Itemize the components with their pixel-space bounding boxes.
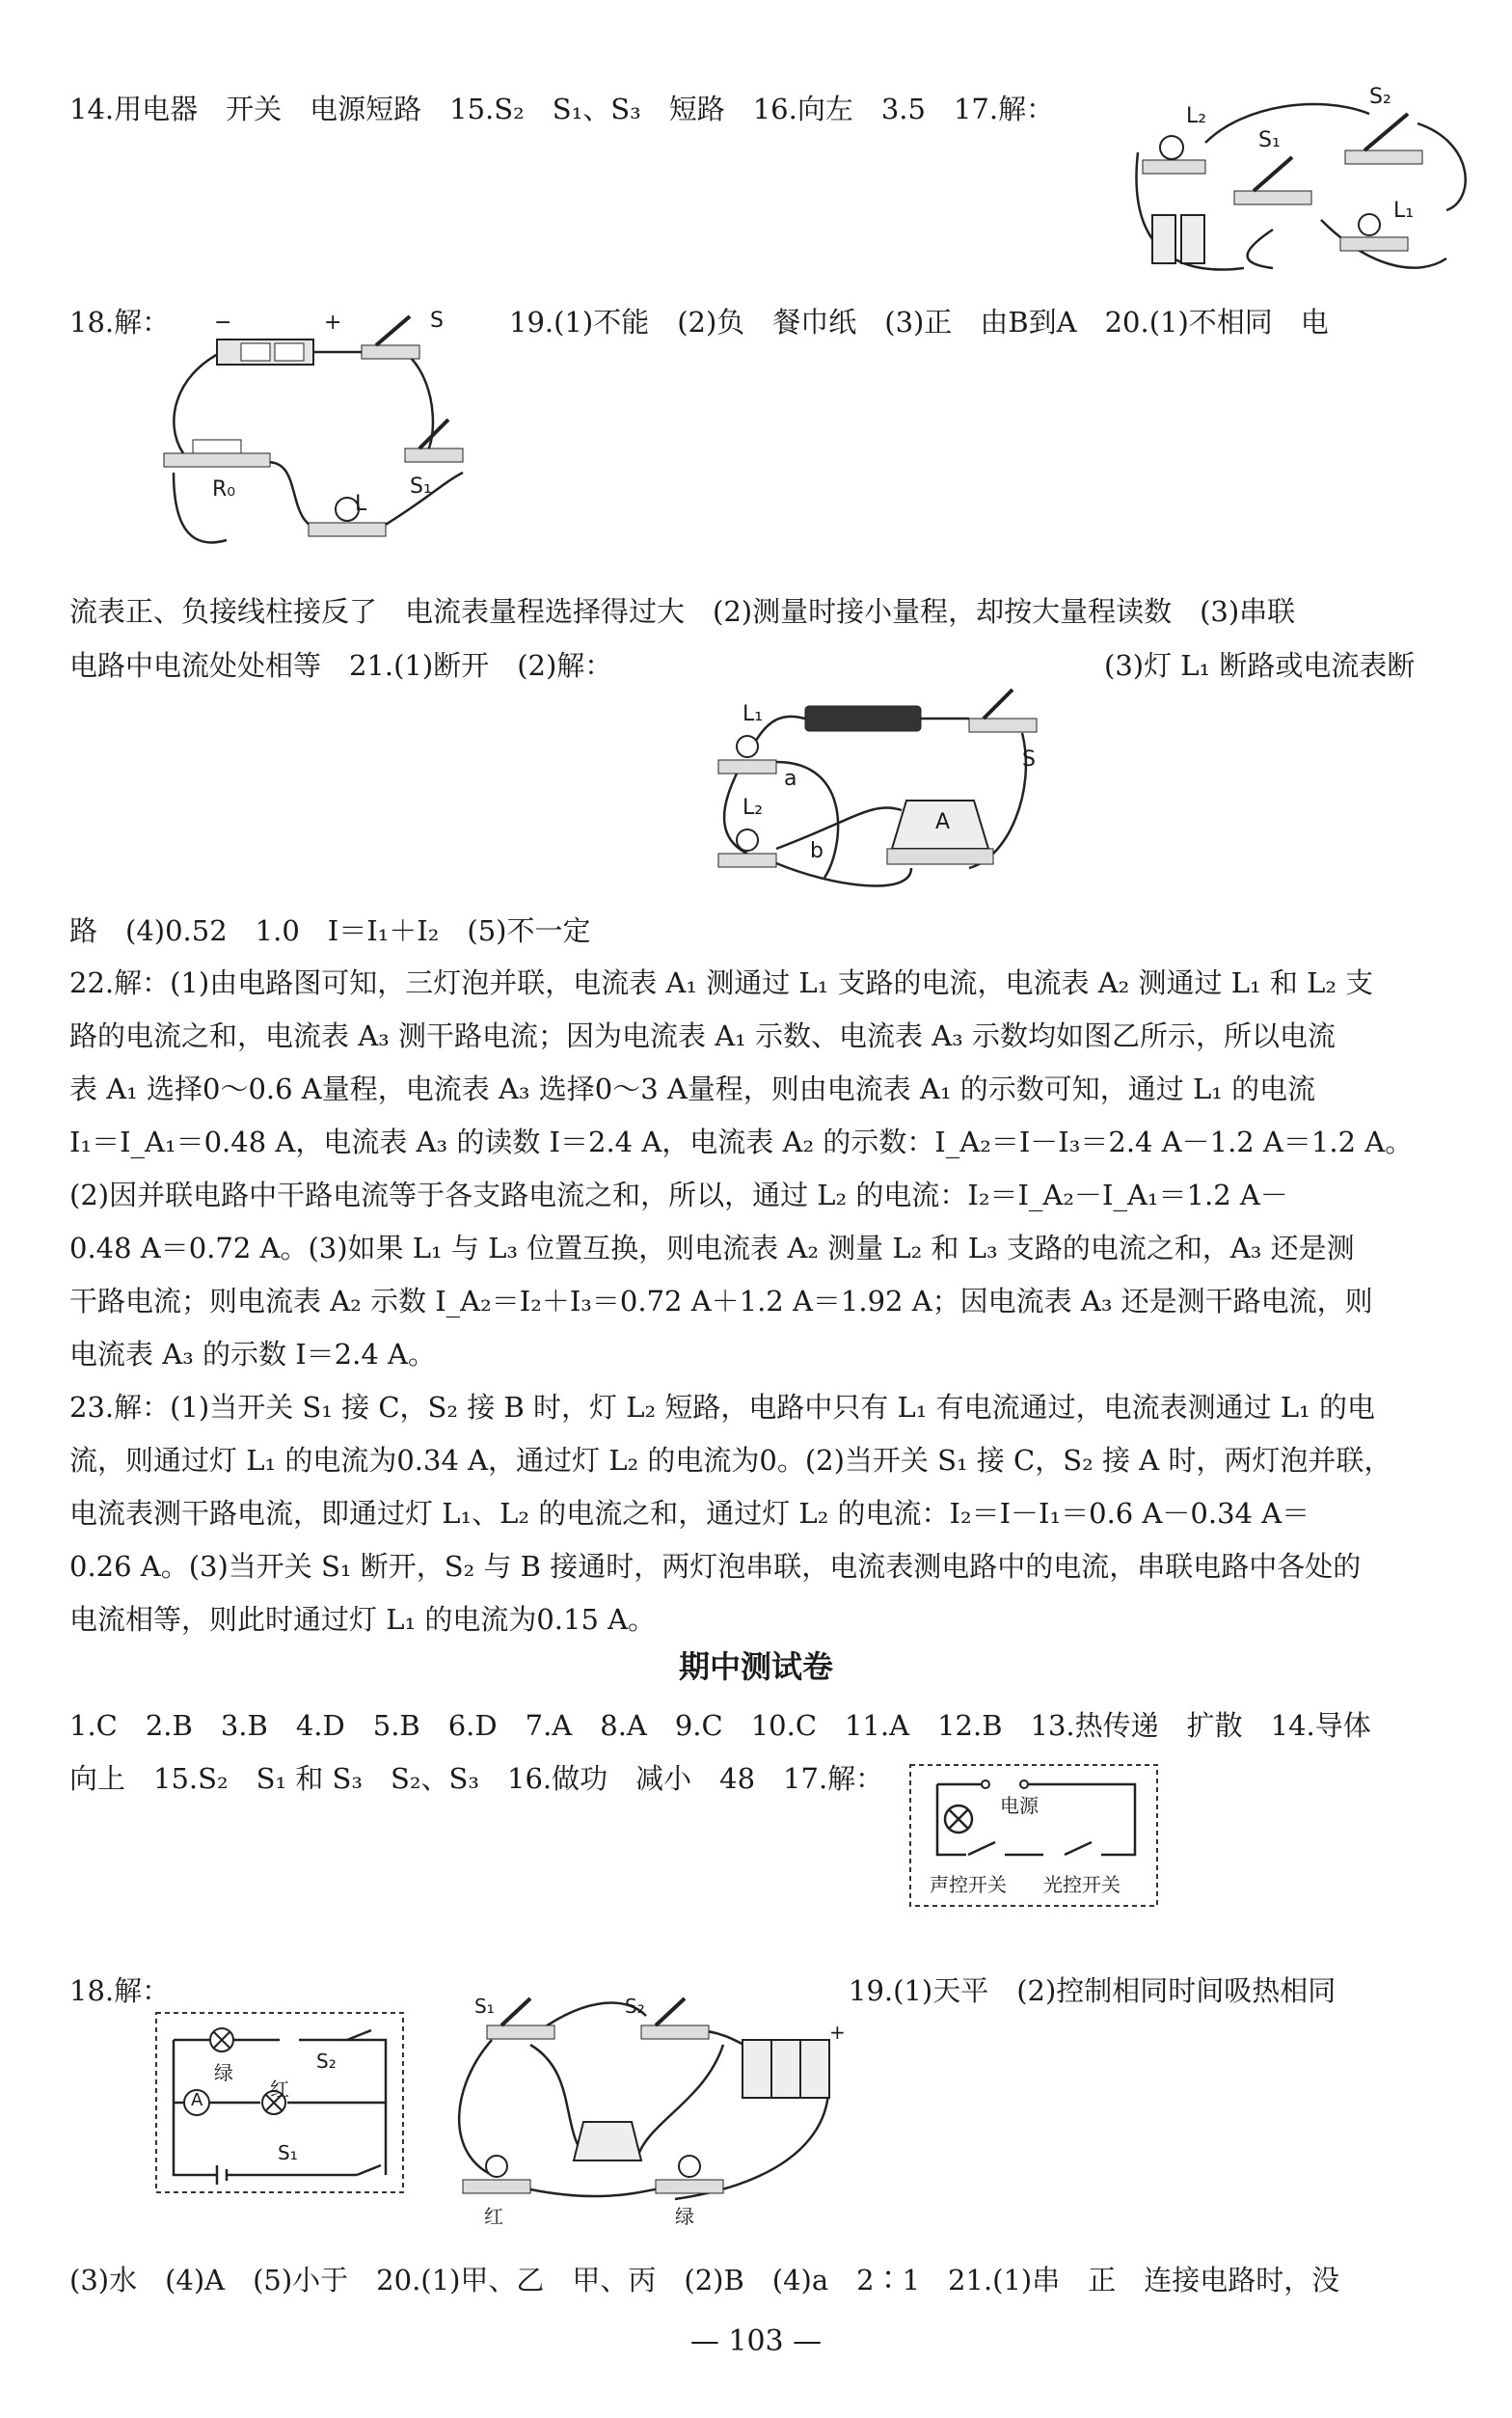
label-minus: − (214, 311, 232, 335)
label-plus: + (829, 2021, 846, 2044)
label-L2: L₂ (1186, 104, 1207, 128)
answer-20-cont: 流表正、负接线柱接反了 电流表量程选择得过大 (2)测量时接小量程，却按大量程读数 (3)串联 (69, 595, 1296, 628)
label-red: 红 (484, 2205, 503, 2228)
page-number: — 103 — (689, 2324, 823, 2358)
answer-22-line7: 干路电流；则电流表 A₂ 示数 I_A₂＝I₂＋I₃＝0.72 A＋1.2 A＝1.92 A；因电流表 A₃ 还是测干路电流，则 (69, 1285, 1373, 1318)
midterm-18-label: 18.解： (69, 1974, 171, 2007)
answer-23-line5: 电流相等，则此时通过灯 L₁ 的电流为0.15 A。 (69, 1603, 657, 1636)
label-S2: S₂ (316, 2050, 337, 2073)
midterm-line2: 向上 15.S₂ S₁ 和 S₃ S₂、S₃ 16.做功 减小 48 17.解： (69, 1762, 884, 1795)
answer-23-line4: 0.26 A。(3)当开关 S₁ 断开，S₂ 与 B 接通时，两灯泡串联，电流表测电路中的电流，串联电路中各处的 (69, 1550, 1362, 1583)
answer-22-line1: 22.解：(1)由电路图可知，三灯泡并联，电流表 A₁ 测通过 L₁ 支路的电流，电流表 A₂ 测通过 L₁ 和 L₂ 支 (69, 966, 1374, 999)
answer-22-line8: 电流表 A₃ 的示数 I＝2.4 A。 (69, 1338, 436, 1371)
label-S1: S₁ (410, 475, 432, 499)
answer-22-line4: I₁＝I_A₁＝0.48 A，电流表 A₃ 的读数 I＝2.4 A，电流表 A₂ 的示数：I_A₂＝I－I₃＝2.4 A－1.2 A＝1.2 A。 (69, 1126, 1414, 1158)
answer-23-line1: 23.解：(1)当开关 S₁ 接 C，S₂ 接 B 时，灯 L₂ 短路，电路中只有 L₁ 有电流通过，电流表测通过 L₁ 的电 (69, 1391, 1375, 1424)
label-L: L (355, 492, 367, 516)
figure-18-circuit (154, 309, 482, 569)
label-green: 绿 (675, 2205, 694, 2228)
label-ammeter: A (191, 2090, 203, 2110)
answer-23-line3: 电流表测干路电流，即通过灯 L₁、L₂ 的电流之和，通过灯 L₂ 的电流：I₂＝I－I₁＝0.6 A－0.34 A＝ (69, 1497, 1310, 1530)
section-title: 期中测试卷 (678, 1648, 833, 1685)
answer-22-line2: 路的电流之和，电流表 A₃ 测干路电流；因为电流表 A₁ 示数、电流表 A₃ 示数均如图乙所示，所以电流 (69, 1019, 1336, 1052)
answer-19-20: 19.(1)不能 (2)负 餐巾纸 (3)正 由B到A 20.(1)不相同 电 (509, 306, 1329, 339)
figure-mid-18-physical (434, 1987, 849, 2238)
figure-21-circuit (680, 675, 1066, 897)
label-S2: S₂ (625, 1995, 645, 2018)
label-S1: S₁ (474, 1995, 495, 2018)
label-L1: L₁ (742, 702, 764, 726)
answer-21: 电路中电流处处相等 21.(1)断开 (2)解： (69, 649, 613, 682)
label-ammeter: A (935, 810, 951, 834)
figure-17-circuit (1128, 85, 1485, 287)
midterm-line-last: (3)水 (4)A (5)小于 20.(1)甲、乙 甲、丙 (2)B (4)a 2∶1 21.(1)串 正 连接电路时，没 (69, 2264, 1340, 2296)
midterm-19: 19.(1)天平 (2)控制相同时间吸热相同 (849, 1974, 1336, 2007)
figure-mid-17-circuit (908, 1763, 1159, 1908)
label-light-switch: 光控开关 (1043, 1873, 1120, 1896)
label-L1: L₁ (1393, 199, 1415, 223)
label-sound-switch: 声控开关 (930, 1873, 1007, 1896)
label-a: a (784, 767, 797, 791)
answer-21-3: (3)灯 L₁ 断路或电流表断 (1104, 649, 1416, 682)
answer-18-label: 18.解： (69, 306, 171, 339)
answer-22-line5: (2)因并联电路中干路电流等于各支路电流之和，所以，通过 L₂ 的电流：I₂＝I_A₂－I_A₁＝1.2 A－ (69, 1179, 1288, 1211)
label-R0: R₀ (212, 477, 236, 502)
midterm-line1: 1.C 2.B 3.B 4.D 5.B 6.D 7.A 8.A 9.C 10.C 11.A 12.B 13.热传递 扩散 14.导体 (69, 1709, 1371, 1742)
answer-23-line2: 流，则通过灯 L₁ 的电流为0.34 A，通过灯 L₂ 的电流为0。(2)当开关 S₁ 接 C，S₂ 接 A 时，两灯泡并联， (69, 1444, 1392, 1477)
label-S: S (430, 309, 444, 333)
label-b: b (810, 839, 824, 863)
label-L2: L₂ (742, 796, 764, 820)
figure-mid-18-schematic (154, 2011, 405, 2194)
label-S1: S₁ (1258, 128, 1281, 152)
answer-line-14-17: 14.用电器 开关 电源短路 15.S₂ S₁、S₃ 短路 16.向左 3.5 17.解： (69, 93, 1055, 125)
answer-22-line6: 0.48 A＝0.72 A。(3)如果 L₁ 与 L₃ 位置互换，则电流表 A₂ 测量 L₂ 和 L₃ 支路的电流之和，A₃ 还是测 (69, 1232, 1355, 1264)
label-S2: S₂ (1369, 85, 1391, 109)
label-S1: S₁ (278, 2141, 298, 2164)
answer-22-line3: 表 A₁ 选择0～0.6 A量程，电流表 A₃ 选择0～3 A量程，则由电流表 A₁ 的示数可知，通过 L₁ 的电流 (69, 1073, 1316, 1105)
label-plus: + (324, 311, 342, 335)
label-power: 电源 (1000, 1794, 1039, 1817)
answer-21-cont: 路 (4)0.52 1.0 I＝I₁＋I₂ (5)不一定 (69, 914, 591, 947)
label-S: S (1022, 747, 1036, 772)
label-green: 绿 (214, 2061, 233, 2084)
label-red: 红 (270, 2078, 289, 2101)
